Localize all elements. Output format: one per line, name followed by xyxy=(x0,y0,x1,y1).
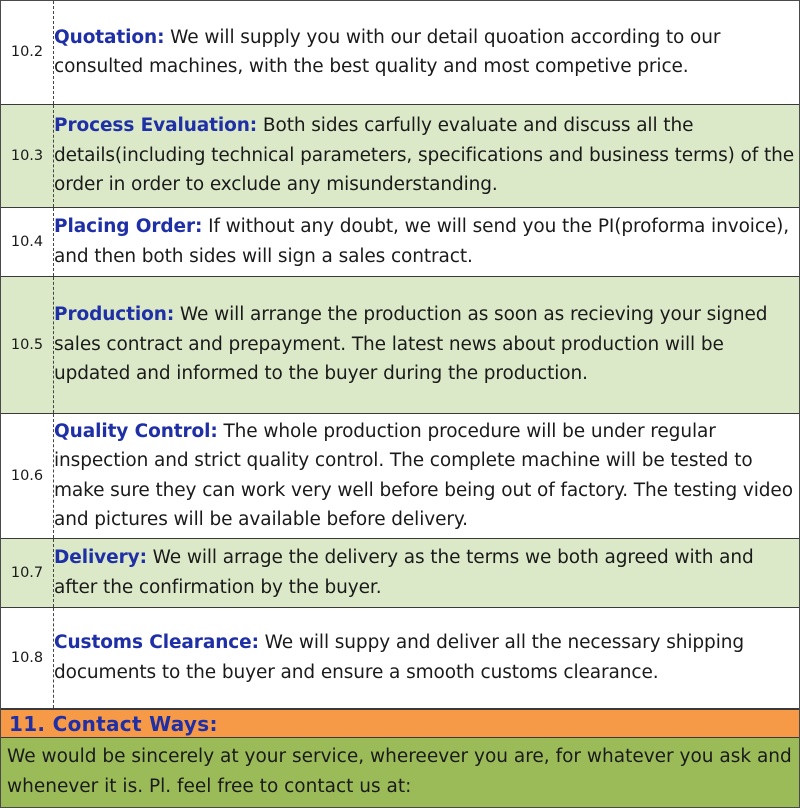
step-title: Quality Control: xyxy=(54,420,218,442)
step-row-quality-control xyxy=(1,413,799,538)
step-number: 10.5 xyxy=(1,276,54,413)
step-row-customs-clearance xyxy=(1,607,799,708)
step-description xyxy=(54,607,800,708)
step-text: Both sides carfully evaluate and discuss all the details(including technical parameters, specifications and business terms) of the order in order to exclude any misunderstanding. xyxy=(54,115,795,196)
step-description xyxy=(54,538,800,607)
step-row-quotation xyxy=(1,1,799,104)
step-description xyxy=(54,413,800,538)
step-title: Delivery: xyxy=(54,547,147,568)
step-description xyxy=(54,1,800,104)
step-text: We will suppy and deliver all the necessary shipping documents to the buyer and ensure a smooth customs clearance. xyxy=(54,632,745,683)
step-number: 10.7 xyxy=(1,538,54,607)
step-row-delivery xyxy=(1,538,799,607)
step-title: Production: xyxy=(54,304,175,326)
step-title: Process Evaluation: xyxy=(54,115,258,137)
step-text: We will arrage the delivery as the terms we both agreed with and after the confirmation by the buyer. xyxy=(54,547,754,598)
step-row-production xyxy=(1,276,799,413)
process-steps-table xyxy=(1,1,799,709)
step-title: Customs Clearance: xyxy=(54,632,259,653)
step-description xyxy=(54,104,800,207)
step-text: The whole production procedure will be under regular inspection and strict quality control. The complete machine will be tested to make sure they can work very well before being out of factory. The testing video and pictures will be available before delivery. xyxy=(54,420,793,530)
step-number: 10.6 xyxy=(1,413,54,538)
step-number: 10.3 xyxy=(1,104,54,207)
step-description xyxy=(54,276,800,413)
step-row-placing-order xyxy=(1,207,799,276)
step-number: 10.4 xyxy=(1,207,54,276)
step-number: 10.2 xyxy=(1,1,54,104)
step-title: Placing Order: xyxy=(54,216,203,237)
contact-section-heading: 11. Contact Ways: xyxy=(1,709,799,738)
step-text: We will arrange the production as soon as recieving your signed sales contract and prepayment. The latest news about production will be updated and informed to the buyer during the production. xyxy=(54,304,768,385)
step-title: Quotation: xyxy=(54,26,165,48)
step-text: If without any doubt, we will send you the PI(proforma invoice), and then both sides will sign a sales contract. xyxy=(54,216,790,267)
step-text: We will supply you with our detail quoation according to our consulted machines, with the best quality and most competive price. xyxy=(54,26,721,78)
contact-section-text: We would be sincerely at your service, whereever you are, for whatever you ask and whenever it is. Pl. feel free to contact us at: xyxy=(1,738,799,807)
step-description xyxy=(54,207,800,276)
step-row-process-evaluation xyxy=(1,104,799,207)
step-number: 10.8 xyxy=(1,607,54,708)
